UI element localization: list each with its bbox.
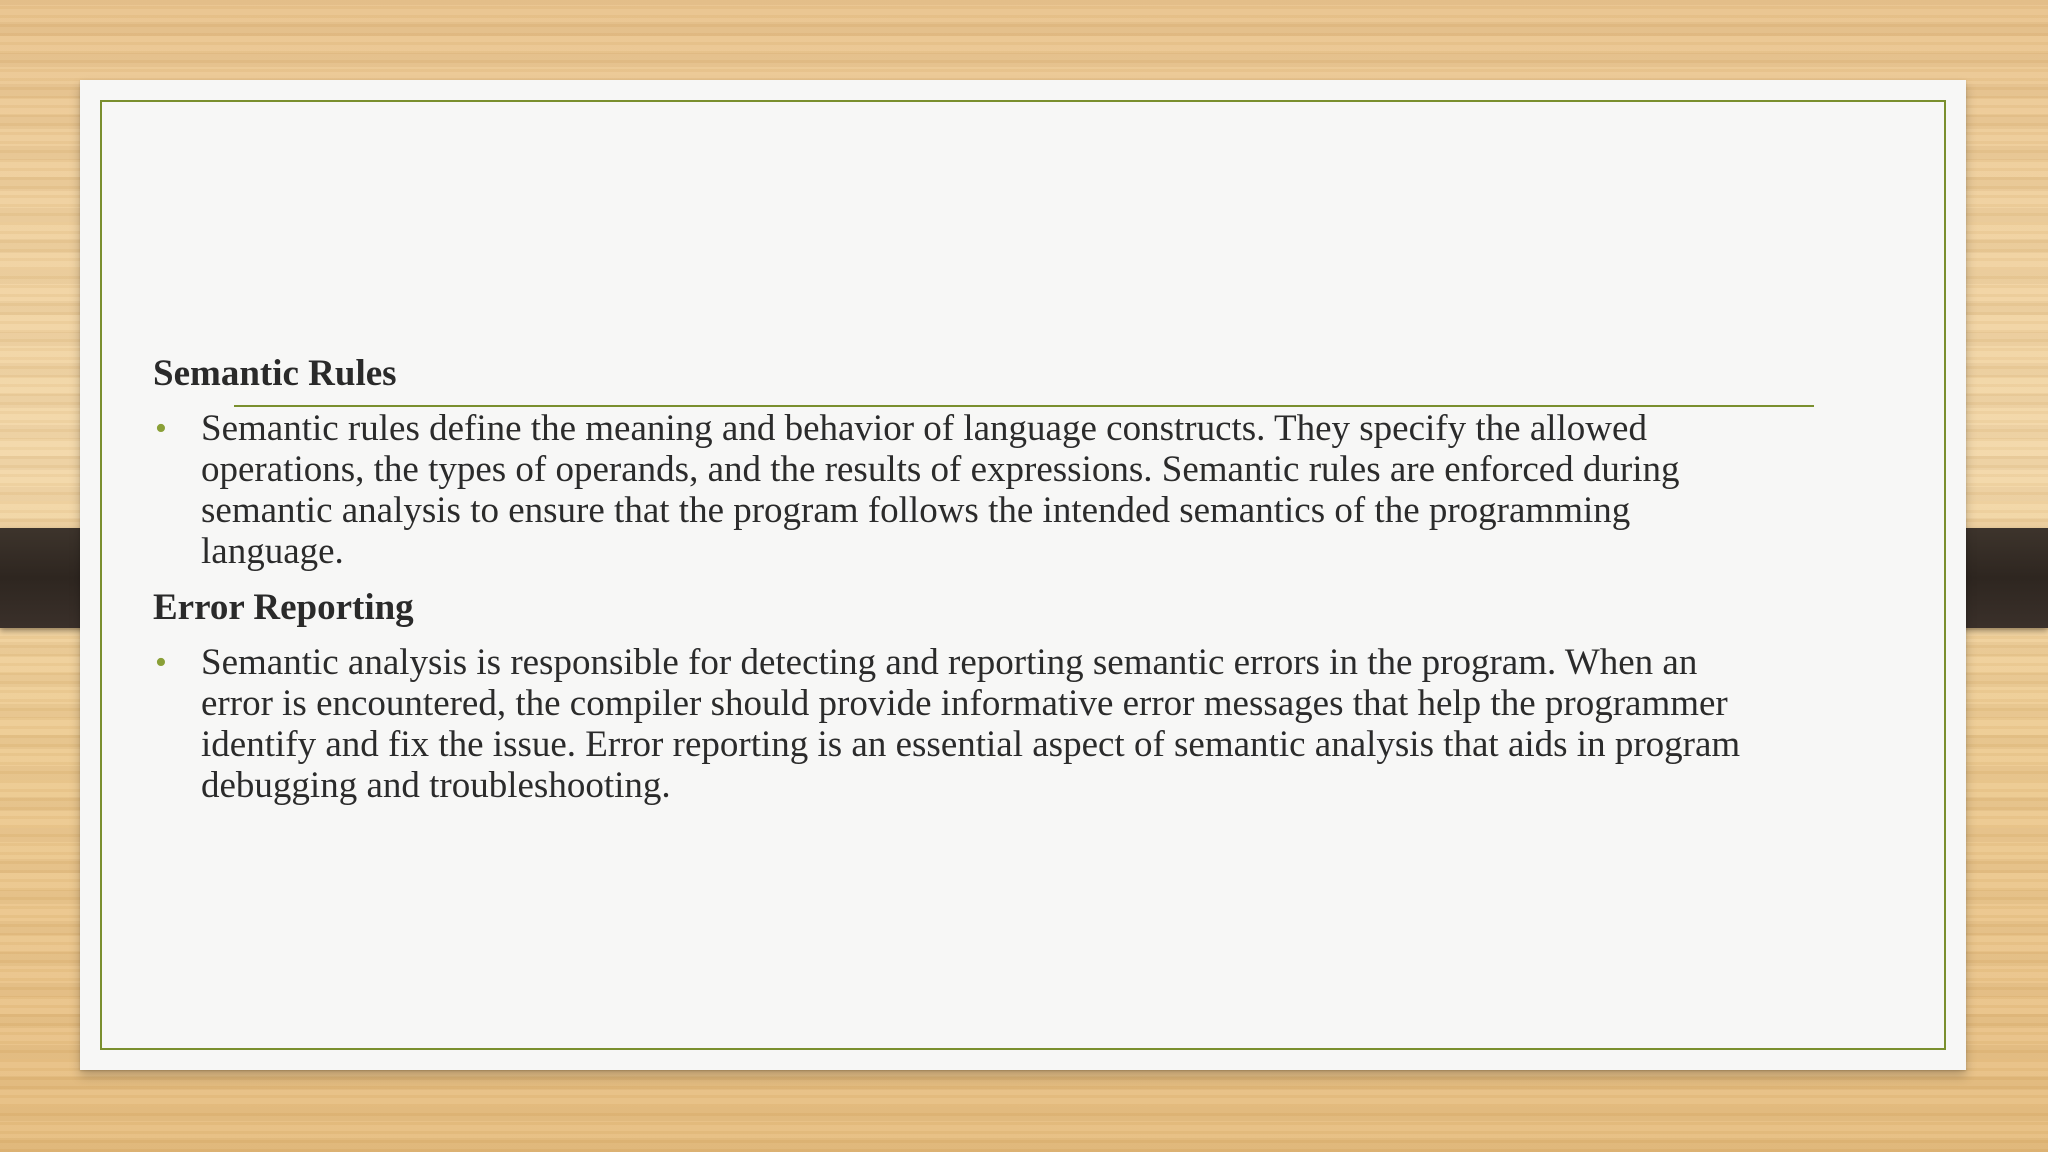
section-heading-semantic-rules: Semantic Rules <box>153 353 397 394</box>
bullet-text: Semantic rules define the meaning and behavior of language constructs. They specify the allowed operations, the types of operands, and the results of expressions. Semantic rules are enforced during semantic analysis to ensure that the program follows the intended semantics of the programming language. <box>201 408 1680 572</box>
slide-content <box>153 352 1753 820</box>
bullet-text: Semantic analysis is responsible for detecting and reporting semantic errors in the program. When an error is encountered, the compiler should provide informative error messages that help the programmer identify and fix the issue. Error reporting is an essential aspect of semantic analysis that aids in program debugging and troubleshooting. <box>201 642 1741 806</box>
bullet-item-semantic-rules <box>153 408 1753 572</box>
bullet-dot-icon: • <box>155 410 167 447</box>
bullet-item-error-reporting <box>153 642 1753 806</box>
section-heading-error-reporting: Error Reporting <box>153 587 414 628</box>
bullet-dot-icon: • <box>155 644 167 681</box>
